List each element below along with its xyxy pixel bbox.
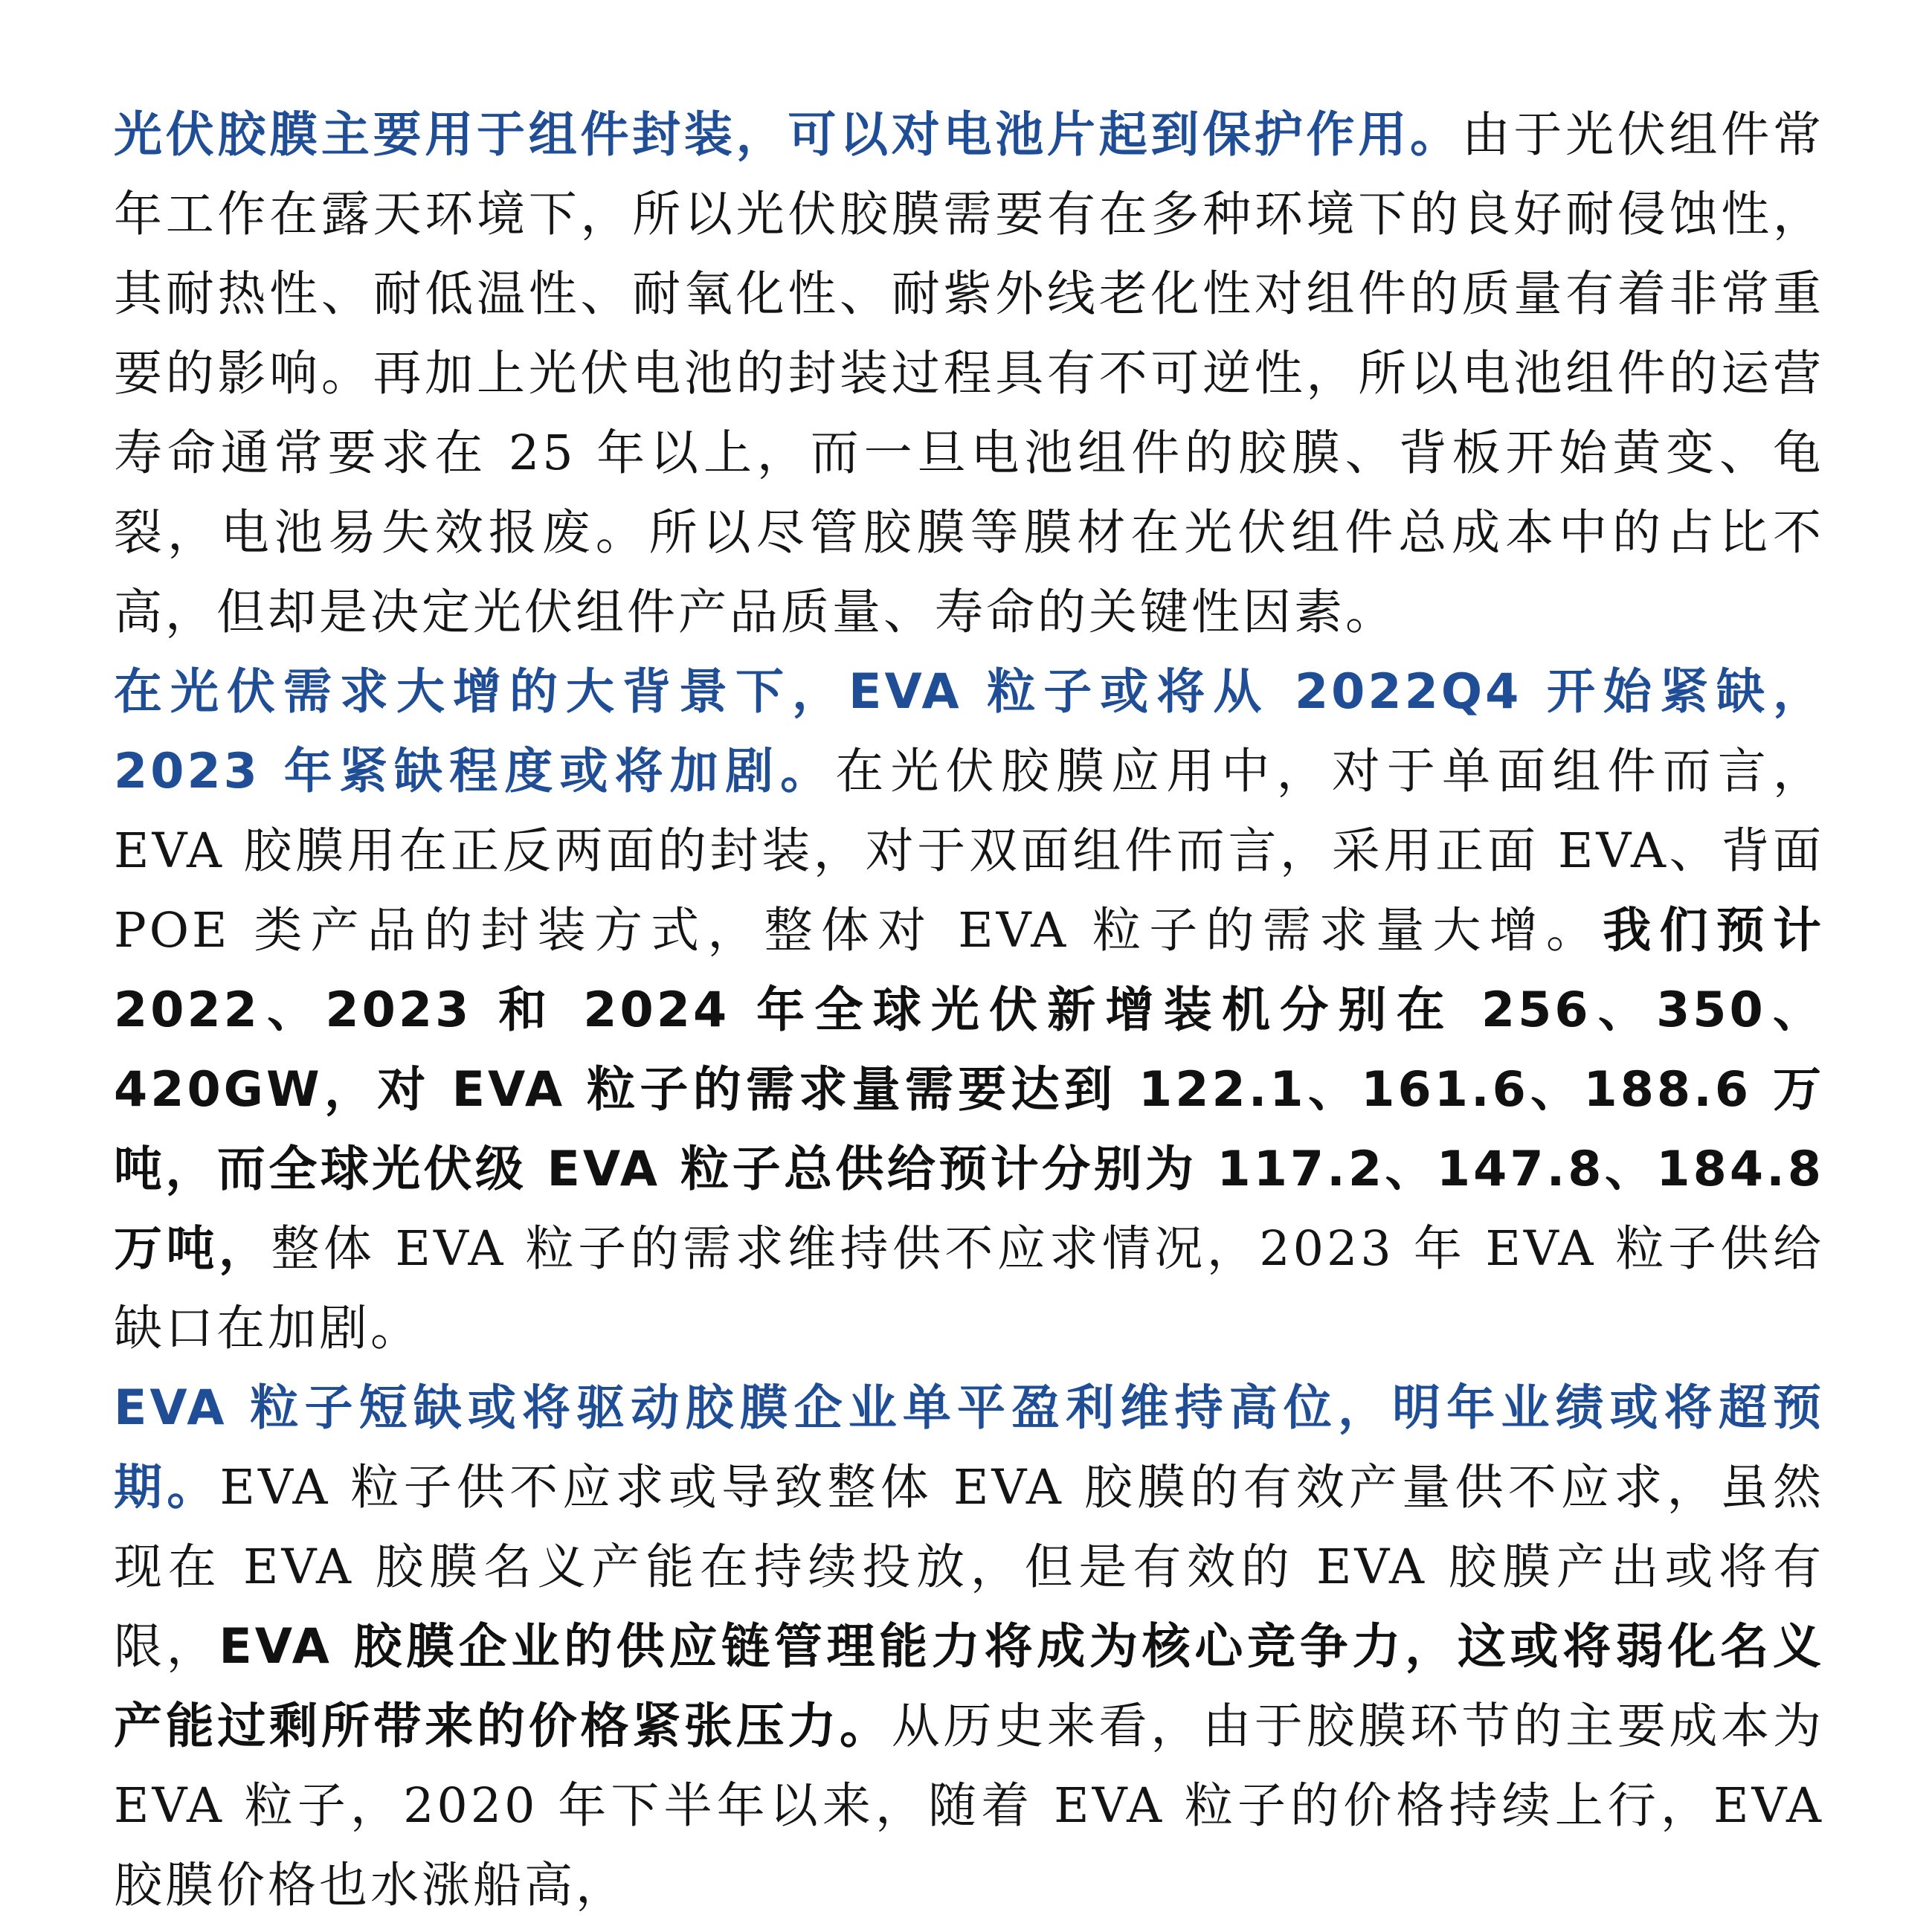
paragraph-tail: 从历史来看，由于胶膜环节的主要成本为 EVA 粒子，2020 年下半年以来，随着 EVA 粒子的价格持续上行，EVA 胶膜价格也水涨船高，	[114, 1698, 1824, 1913]
paragraph-body: EVA 粒子供不应求或导致整体 EVA 胶膜的有效产量供不应求，虽然现在 EVA 胶膜名义产能在持续投放，但是有效的 EVA 胶膜产出或将有限，	[114, 1460, 1824, 1675]
paragraph-body: 在光伏胶膜应用中，对于单面组件而言，EVA 胶膜用在正反两面的封装，对于双面组件而言，采用正面 EVA、背面 POE 类产品的封装方式，整体对 EVA 粒子的需求量大增。	[114, 744, 1824, 959]
document-page	[114, 95, 1824, 1925]
paragraph-heading: 光伏胶膜主要用于组件封装，可以对电池片起到保护作用。	[114, 107, 1462, 163]
paragraph-heading: EVA 粒子短缺或将驱动胶膜企业单平盈利维持高位，明年业绩或将超预期。	[114, 1380, 1824, 1516]
paragraph-pv-film-function	[114, 95, 1824, 652]
paragraph-body: 由于光伏组件常年工作在露天环境下，所以光伏胶膜需要有在多种环境下的良好耐侵蚀性，其耐热性、耐低温性、耐氧化性、耐紫外线老化性对组件的质量有着非常重要的影响。再加上光伏电池的封装过程具有不可逆性，所以电池组件的运营寿命通常要求在 25 年以上，而一旦电池组件的胶膜、背板开始黄变、龟裂，电池易失效报废。所以尽管胶膜等膜材在光伏组件总成本中的占比不高，但却是决定光伏组件产品质量、寿命的关键性因素。	[114, 107, 1824, 640]
paragraph-film-profitability	[114, 1368, 1824, 1925]
paragraph-tail: 整体 EVA 粒子的需求维持供不应求情况，2023 年 EVA 粒子供给缺口在加剧。	[114, 1221, 1824, 1356]
paragraph-emphasis: EVA 胶膜企业的供应链管理能力将成为核心竞争力，这或将弱化名义产能过剩所带来的价格紧张压力。	[114, 1619, 1824, 1754]
paragraph-eva-shortage	[114, 652, 1824, 1368]
paragraph-heading: 在光伏需求大增的大背景下，EVA 粒子或将从 2022Q4 开始紧缺，2023 年紧缺程度或将加剧。	[114, 664, 1824, 799]
paragraph-emphasis: 我们预计 2022、2023 和 2024 年全球光伏新增装机分别在 256、350、420GW，对 EVA 粒子的需求量需要达到 122.1、161.6、188.6 万吨，而全球光伏级 EVA 粒子总供给预计分别为 117.2、147.8、184.8 万吨，	[114, 903, 1824, 1277]
